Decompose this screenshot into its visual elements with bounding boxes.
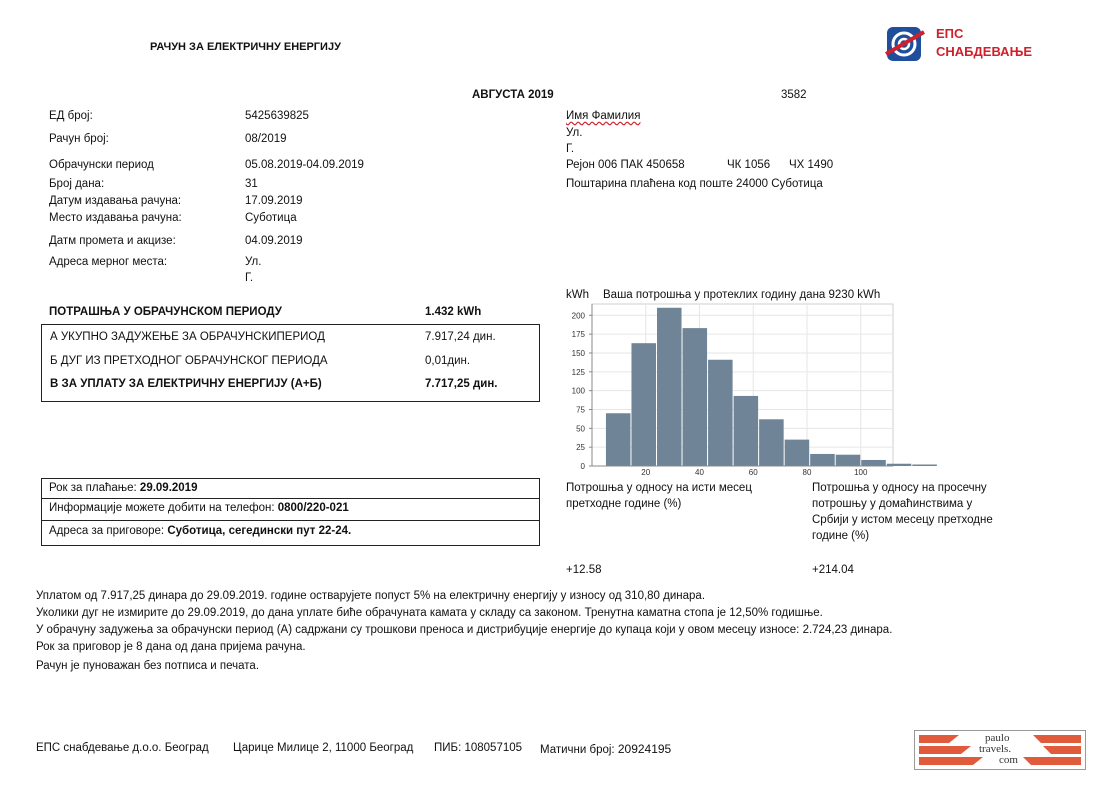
x-tick-label: 100: [854, 468, 868, 477]
note-interest: Уколики дуг не измирите до 29.09.2019, до дана уплате биће обрачуната камата у складу са законом. Тренутна каматна стопа је 12,50% годишње.: [36, 607, 823, 619]
footer-mb-value: 20924195: [617, 742, 672, 756]
payment-info-box: [41, 478, 540, 546]
note-complaint-deadline: Рок за приговор је 8 дана од дана пријема рачуна.: [36, 641, 306, 653]
footer-mb-label: Матични број:: [540, 744, 615, 756]
logo-line-2: СНАБДЕВАЊЕ: [936, 44, 1033, 59]
info-label: Број дана:: [49, 178, 105, 190]
footer-company: ЕПС снабдевање д.о.о. Београд: [36, 742, 209, 754]
histogram-bar: [708, 360, 733, 466]
note-validity: Рачун је пуноважан без потписа и печата.: [36, 660, 260, 672]
payment-due-label: Рок за плаћање:: [49, 482, 137, 494]
info-value: 31: [245, 178, 258, 190]
x-tick-label: 60: [748, 468, 758, 477]
info-label: Рачун број:: [49, 133, 109, 145]
histogram-bar: [759, 419, 784, 466]
note-discount: Уплатом од 7.917,25 динара до 29.09.2019. године остварујете попуст 5% на електричну енергију у износу од 310,80 динара.: [36, 590, 706, 602]
same-month-value: +12.58: [566, 564, 602, 576]
info-value: 17.09.2019: [245, 195, 303, 207]
y-tick-label: 175: [571, 330, 585, 340]
avg-line-2: потрошњу у домаћинствима у: [812, 498, 973, 510]
amounts-box: [41, 324, 540, 402]
histogram-bar: [810, 454, 835, 466]
info-label: Место издавања рачуна:: [49, 212, 182, 224]
watermark-logo: [914, 730, 1086, 770]
address-city: Г.: [245, 272, 254, 284]
same-month-line-2: претходне године (%): [566, 498, 682, 510]
complaint-info: [49, 525, 351, 537]
y-tick-label: 75: [576, 405, 585, 415]
chart-title: Ваша потрошња у протеклих годину дана 9230 kWh: [603, 289, 881, 301]
histogram-bar: [836, 455, 861, 466]
invoice-title: РАЧУН ЗА ЕЛЕКТРИЧНУ ЕНЕРГИЈУ: [150, 41, 341, 53]
invoice-serial: 3582: [781, 89, 807, 101]
amount-total-label: В ЗА УПЛАТУ ЗА ЕЛЕКТРИЧНУ ЕНЕРГИЈУ (А+Б): [50, 378, 322, 390]
postage-note: Поштарина плаћена код поште 24000 Суботица: [566, 178, 823, 190]
billing-month: АВГУСТА 2019: [472, 89, 554, 101]
watermark-line-3: com: [999, 754, 1018, 766]
histogram-bar: [657, 308, 682, 466]
note-distribution: У обрачуну задужења за обрачунски период (А) садржани су трошкови преноса и дистрибуције енергије до купаца који у овом месецу износе: 2.724,23 динара.: [36, 624, 893, 636]
customer-city: Г.: [566, 143, 575, 155]
info-value: Суботица: [245, 212, 297, 224]
customer-ck: ЧК 1056: [727, 159, 771, 171]
amount-b-label: Б ДУГ ИЗ ПРЕТХОДНОГ ОБРАЧУНСКОГ ПЕРИОДА: [50, 355, 328, 367]
payment-due-value: 29.09.2019: [139, 482, 198, 494]
y-tick-label: 200: [571, 311, 585, 321]
info-label: Датм промета и акцизе:: [49, 235, 176, 247]
customer-street: Ул.: [566, 127, 583, 139]
y-tick-label: 150: [571, 348, 585, 358]
eps-logo: [884, 22, 1054, 66]
avg-line-1: Потрошња у односу на просечну: [812, 482, 987, 494]
complaint-label: Адреса за приговоре:: [49, 525, 165, 537]
histogram-bar: [861, 460, 886, 466]
footer-pib: ПИБ: 108057105: [434, 742, 523, 754]
consumption-histogram: [556, 300, 901, 477]
logo-line-1: ЕПС: [936, 26, 964, 41]
customer-ch: ЧХ 1490: [789, 159, 834, 171]
histogram-bar: [683, 328, 708, 466]
histogram-bar: [606, 413, 631, 466]
payment-due: [49, 482, 197, 494]
info-label: Датум издавања рачуна:: [49, 195, 182, 207]
y-tick-label: 100: [571, 386, 585, 396]
info-value: 04.09.2019: [245, 235, 303, 247]
histogram-bar: [785, 440, 810, 466]
footer-address: Царице Милице 2, 11000 Београд: [233, 742, 414, 754]
avg-value: +214.04: [812, 564, 854, 576]
consumption-value: 1.432 kWh: [425, 306, 482, 318]
amount-a-value: 7.917,24 дин.: [425, 331, 496, 343]
customer-name: Имя Фамилия: [566, 110, 641, 122]
y-tick-label: 50: [576, 424, 585, 434]
info-label: Адреса мерног места:: [49, 256, 168, 268]
watermark-line-2: travels.: [979, 743, 1012, 755]
info-label: Обрачунски период: [49, 159, 154, 171]
y-tick-label: 125: [571, 367, 585, 377]
y-tick-label: 0: [580, 462, 585, 471]
avg-line-3: Србији у истом месецу претходне: [812, 514, 993, 526]
phone-value: 0800/220-021: [277, 502, 349, 514]
histogram-bar: [734, 396, 759, 466]
x-tick-label: 80: [802, 468, 812, 477]
info-value: 5425639825: [245, 110, 309, 122]
watermark-line-1: paulo: [985, 732, 1010, 744]
eps-logo-icon: [884, 24, 930, 64]
amount-total-value: 7.717,25 дин.: [425, 378, 498, 390]
phone-label: Информације можете добити на телефон:: [49, 502, 275, 514]
histogram-bar: [631, 343, 656, 466]
x-tick-label: 20: [641, 468, 651, 477]
amount-a-label: А УКУПНО ЗАДУЖЕЊЕ ЗА ОБРАЧУНСКИПЕРИОД: [50, 331, 325, 343]
same-month-line-1: Потрошња у односу на исти месец: [566, 482, 752, 494]
info-label: ЕД број:: [49, 110, 93, 122]
complaint-value: Суботица, сегедински пут 22-24.: [167, 525, 352, 537]
y-tick-label: 25: [576, 443, 585, 453]
amount-b-value: 0,01дин.: [425, 355, 471, 367]
avg-line-4: године (%): [812, 530, 870, 542]
info-value: 05.08.2019-04.09.2019: [245, 159, 364, 171]
customer-region: Рејон 006 ПАК 450658: [566, 159, 685, 171]
histogram-bar: [912, 464, 937, 466]
consumption-label: ПОТРАШЊА У ОБРАЧУНСКОМ ПЕРИОДУ: [49, 306, 282, 318]
chart-ylabel: kWh: [566, 289, 589, 301]
phone-info: [49, 502, 349, 514]
info-value: Ул.: [245, 256, 262, 268]
x-tick-label: 40: [695, 468, 704, 477]
info-value: 08/2019: [245, 133, 287, 145]
